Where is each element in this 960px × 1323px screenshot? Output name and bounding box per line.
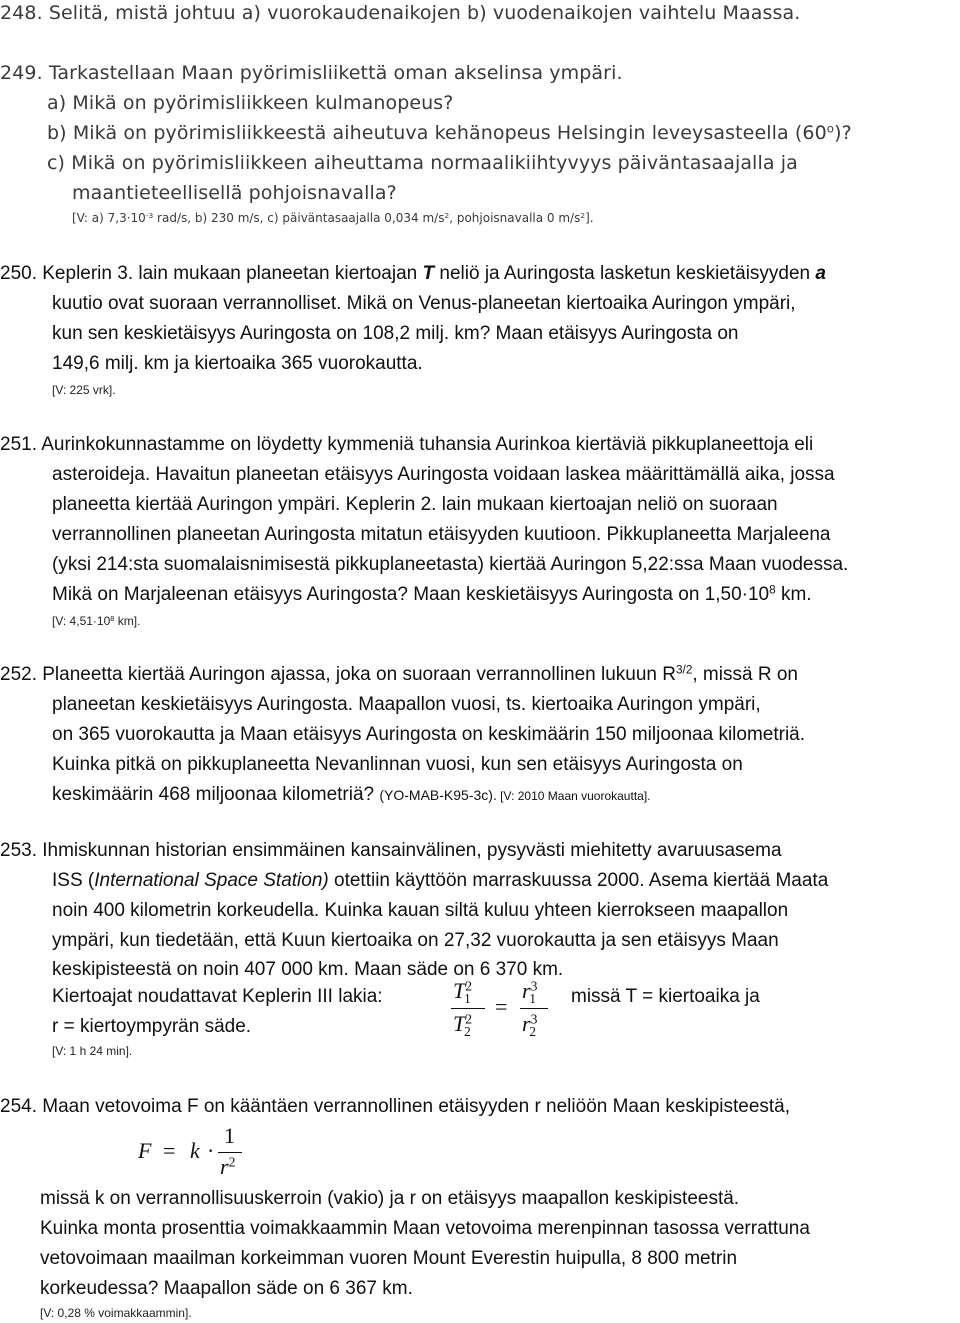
formula-r-squared: $r^2$: [220, 1154, 236, 1179]
problem-251-line-4: verrannollinen planeetan Auringosta mitatun etäisyyden kuutioon. Pikkuplaneetta Marjaleena: [52, 524, 831, 545]
problem-251-answer: [V: $4,51\cdot 10^8$ km].: [52, 613, 141, 628]
formula-fraction-bar-2: [218, 1152, 242, 1153]
formula-F: F: [138, 1138, 152, 1163]
problem-254-line-4: vetovoimaan maailman korkeimman vuoren Mount Everestin huipulla, 8 800 metrin: [40, 1248, 738, 1269]
problem-250-line-3: kun sen keskietäisyys Auringosta on 108,2 milj. km? Maan etäisyys Auringosta on: [52, 323, 739, 344]
problem-254-line-3: Kuinka monta prosenttia voimakkaammin Maan vetovoima merenpinnan tasossa verrattuna: [40, 1218, 810, 1239]
problem-253-line-4: ympäri, kun tiedetään, että Kuun kiertoaika on 27,32 vuorokautta ja sen etäisyys Maan: [52, 930, 779, 951]
formula-dot: ·: [207, 1138, 215, 1163]
problem-251-line-5: (yksi 214:sta suomalaisnimisestä pikkuplaneetasta) kiertää Auringon 5,22:ssa Maan vuodessa.: [52, 554, 849, 575]
problem-251-line-3: planeetta kiertää Auringon ympäri. Keplerin 2. lain mukaan kiertoajan neliö on suoraan: [52, 494, 778, 515]
problem-253-line-2: ISS (International Space Station) otettiin käyttöön marraskuussa 2000. Asema kiertää Maata: [52, 870, 829, 891]
problem-250-answer: [V: 225 vrk].: [52, 383, 116, 397]
formula-left-fraction-bar: [451, 1008, 485, 1009]
problem-250-line-1: 250. Keplerin 3. lain mukaan planeetan kiertoajan T neliö ja Auringosta lasketun keskietäisyyden a: [0, 263, 826, 284]
problem-251-line-6: Mikä on Marjaleenan etäisyys Auringosta? Maan keskietäisyys Auringosta on $1,50\cdot 10^8$ km.: [52, 583, 812, 605]
formula-equals-2: =: [163, 1138, 176, 1163]
problem-254-line-5: korkeudessa? Maapallon säde on 6 367 km.: [40, 1278, 413, 1299]
problem-249-answer: [V: a) $7,3\cdot 10^{-3}$ rad/s, b) 230 m/s, c) päiväntasaajalla 0,034 $m/s^2$, pohjoisnavalla 0 $m/s^2$].: [72, 210, 594, 225]
problem-249-line-4: c) Mikä on pyörimisliikkeen aiheuttama normaalikiihtyvyys päiväntasaajalla ja: [47, 152, 798, 174]
problem-252-line-2: planeetan keskietäisyys Auringosta. Maapallon vuosi, ts. kiertoaika Auringon ympäri,: [52, 694, 761, 715]
formula-r2-cubed: $r^3_2$: [522, 1011, 538, 1040]
formula-numerator-1: 1: [224, 1123, 235, 1148]
problem-254-answer: [V: 0,28 % voimakkaammin].: [40, 1306, 192, 1320]
problem-249-line-5: maantieteellisellä pohjoisnavalla?: [72, 182, 397, 204]
problem-253-line-1: 253. Ihmiskunnan historian ensimmäinen kansainvälinen, pysyvästi miehitetty avaruusasema: [0, 840, 782, 861]
problem-249-line-2: a) Mikä on pyörimisliikkeen kulmanopeus?: [47, 92, 454, 114]
problem-249-line-1: 249. Tarkastellaan Maan pyörimisliikettä oman akselinsa ympäri.: [0, 62, 623, 84]
problem-251-line-2: asteroideja. Havaitun planeetan etäisyys Auringosta voidaan laskea määrittämällä aika, jossa: [52, 464, 835, 485]
formula-k: k: [190, 1138, 200, 1163]
problem-253-line-7: r = kiertoympyrän säde.: [52, 1016, 252, 1037]
problem-253-line-6: Kiertoajat noudattavat Keplerin III lakia:: [52, 986, 383, 1007]
problem-253-line-3: noin 400 kilometrin korkeudella. Kuinka kauan siltä kuluu yhteen kierrokseen maapallon: [52, 900, 789, 921]
problem-252-line-3: on 365 vuorokautta ja Maan etäisyys Auringosta on keskimäärin 150 miljoonaa kilometriä.: [52, 724, 806, 745]
problem-253-line-5: keskipisteestä on noin 407 000 km. Maan säde on 6 370 km.: [52, 959, 564, 980]
problem-252-line-5: keskimäärin 468 miljoonaa kilometriä? (YO-MAB-K95-3c). [V: 2010 Maan vuorokautta].: [52, 784, 651, 805]
problem-251-line-1: 251. Aurinkokunnastamme on löydetty kymmeniä tuhansia Aurinkoa kiertäviä pikkuplaneettoja eli: [0, 434, 814, 455]
formula-equals: =: [495, 994, 508, 1019]
problem-248-line-1: 248. Selitä, mistä johtuu a) vuorokaudenaikojen b) vuodenaikojen vaihtelu Maassa.: [0, 2, 801, 24]
formula-T2-squared: $T^2_2$: [453, 1011, 473, 1040]
problem-253-line-6-tail: missä T = kiertoaika ja: [571, 986, 760, 1007]
problem-250-line-4: 149,6 milj. km ja kiertoaika 365 vuorokautta.: [52, 353, 423, 374]
problem-253-answer: [V: 1 h 24 min].: [52, 1044, 133, 1058]
problem-249-line-3: b) Mikä on pyörimisliikkeestä aiheutuva kehänopeus Helsingin leveysasteella (60$^o$)?: [47, 121, 852, 144]
problem-250-line-2: kuutio ovat suoraan verrannolliset. Mikä on Venus-planeetan kiertoaika Auringon ympäri,: [52, 293, 796, 314]
problem-254-line-2: missä k on verrannollisuuskerroin (vakio) ja r on etäisyys maapallon keskipisteestä.: [40, 1188, 740, 1209]
problem-252-line-4: Kuinka pitkä on pikkuplaneetta Nevanlinnan vuosi, kun sen etäisyys Auringosta on: [52, 754, 743, 775]
formula-r1-cubed: $r^3_1$: [522, 978, 538, 1007]
problem-254-line-1: 254. Maan vetovoima F on kääntäen verrannollinen etäisyyden r neliöön Maan keskipisteestä,: [0, 1096, 791, 1117]
formula-T1-squared: $T^2_1$: [453, 978, 473, 1007]
problem-252-line-1: 252. Planeetta kiertää Auringon ajassa, joka on suoraan verrannollinen lukuun $R^{3/2}$, missä R on: [0, 663, 798, 685]
formula-right-fraction-bar: [520, 1008, 548, 1009]
